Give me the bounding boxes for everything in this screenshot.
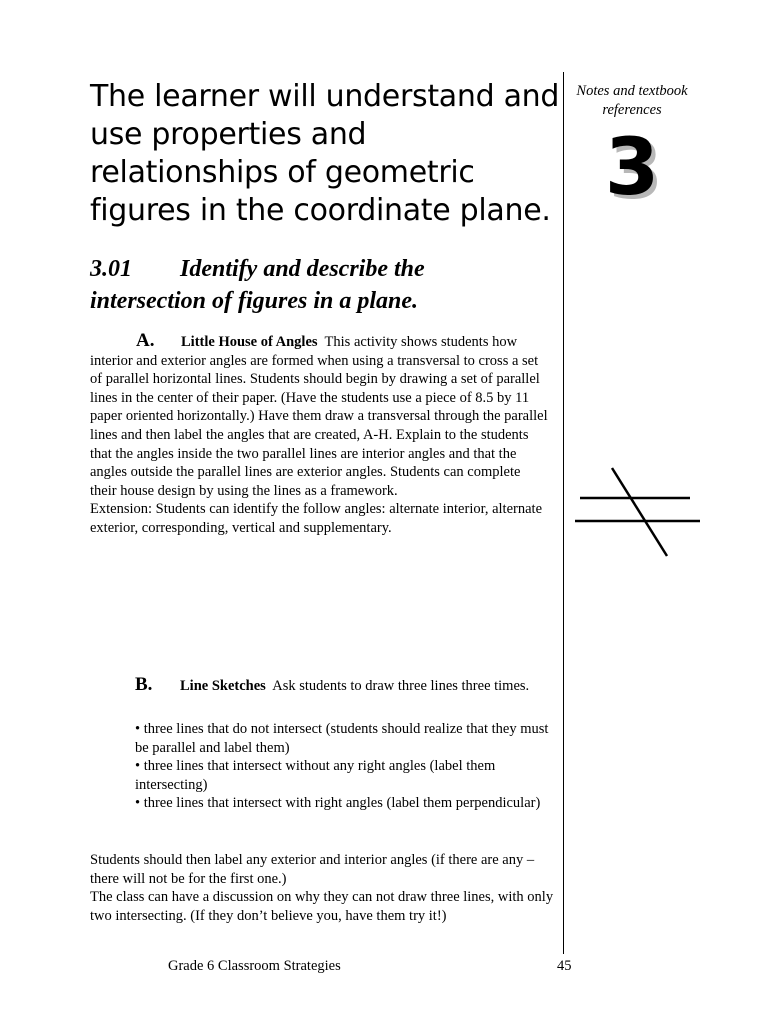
goal-statement: The learner will understand and use properties and relationships of geometric figures in the coordinate plane. [90,79,560,228]
section-a-letter: A. [136,330,155,351]
objective-heading [90,253,530,317]
chapter-number: 3 [604,123,660,213]
section-b-letter: B. [135,674,153,695]
objective-title: Identify and describe the intersection of figures in a plane. [90,256,425,314]
section-b-heading [135,676,555,696]
section-a-extension: Extension: Students can identify the follow angles: alternate interior, alternate exterior, corresponding, vertical and supplementary. [90,501,542,536]
section-b-title: Line Sketches [180,678,266,694]
bullet-item: • three lines that do not intersect (students should realize that they must be parallel and label them) [135,721,549,756]
margin-divider [563,72,564,954]
transversal-line [612,468,667,556]
footer-title: Grade 6 Classroom Strategies [168,958,341,974]
closing-paragraph-2: The class can have a discussion on why they can not draw three lines, with only two intersecting. (If they don’t believe you, have them try it!) [90,889,554,924]
section-b-bullets [135,720,555,813]
transversal-figure [570,460,710,565]
section-b-intro: Ask students to draw three lines three times. [272,678,530,694]
section-b-closing [90,851,560,925]
page-number: 45 [557,958,572,974]
section-a [90,332,550,538]
objective-number: 3.01 [90,256,132,282]
section-a-title: Little House of Angles [181,334,318,350]
section-a-body: This activity shows students how interior and exterior angles are formed when using a transversal to cross a set of parallel horizontal lines. Students should begin by drawing a set of parallel lines in the center of their paper. (Have the students use a piece of 8.5 by 11 paper oriented horizontally.) Have them draw a transversal through the parallel lines and then label the angles that are created, A-H. Explain to the students that the angles inside the two parallel lines are interior angles and that the angles outside the parallel lines are exterior angles. Students can complete their house design by using the lines as a framework. [90,334,548,499]
closing-paragraph-1: Students should then label any exterior and interior angles (if there are any – there will not be for the first one.) [90,852,535,887]
bullet-item: • three lines that intersect without any right angles (label them intersecting) [135,758,496,793]
margin-notes-title: Notes and textbook references [576,83,688,118]
bullet-item: • three lines that intersect with right angles (label them perpendicular) [135,795,541,812]
